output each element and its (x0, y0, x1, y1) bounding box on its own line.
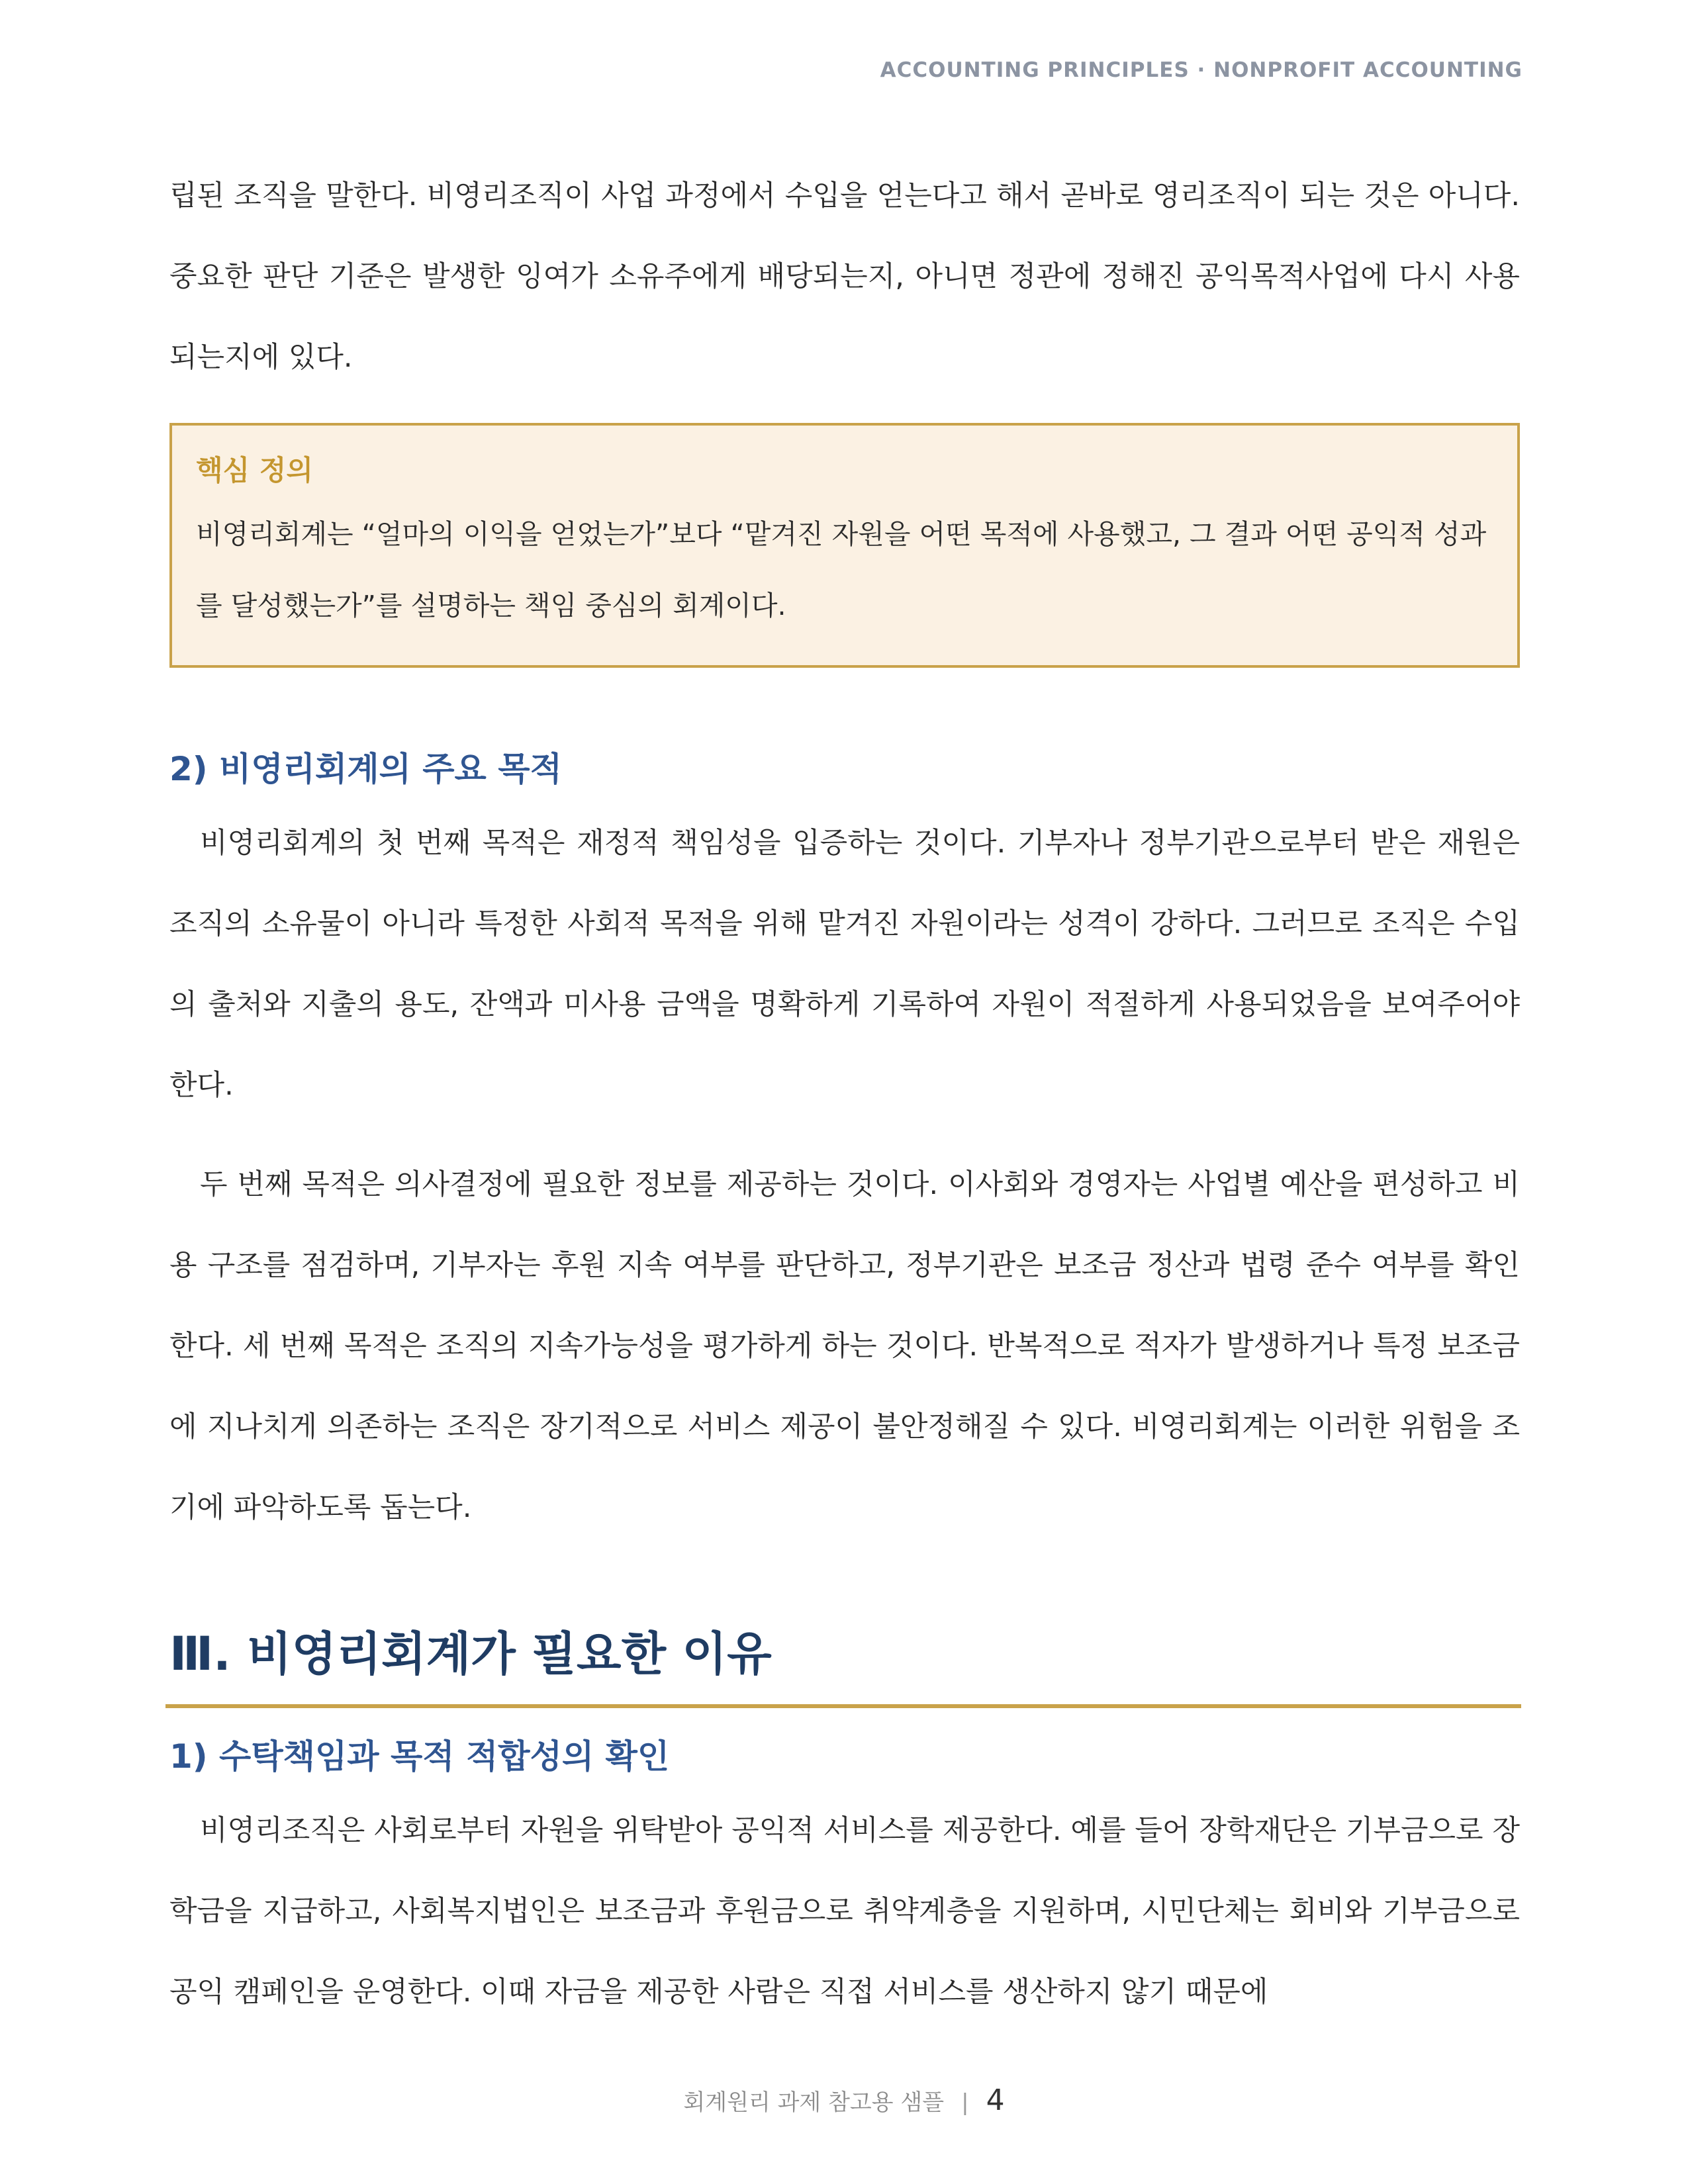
footer-label: 회계원리 과제 참고용 샘플 (683, 2089, 945, 2116)
chapter-divider (165, 1704, 1521, 1708)
key-definition-callout (169, 423, 1520, 668)
section-heading-purposes: 2) 비영리회계의 주요 목적 (169, 750, 562, 788)
page-footer (0, 2083, 1688, 2117)
page-number: 4 (986, 2083, 1005, 2117)
intro-paragraph: 립된 조직을 말한다. 비영리조직이 사업 과정에서 수입을 얻는다고 해서 곧바로 영리조직이 되는 것은 아니다. 중요한 판단 기준은 발생한 잉여가 소유주에게 배당되는지, 아니면 정관에 정해진 공익목적사업에 다시 사용되는지에 있다. (169, 179, 1520, 374)
body-paragraph: 비영리회계의 첫 번째 목적은 재정적 책임성을 입증하는 것이다. 기부자나 정부기관으로부터 받은 재원은 조직의 소유물이 아니라 특정한 사회적 목적을 위해 맡겨진 자원이라는 성격이 강하다. 그러므로 조직은 수입의 출처와 지출의 용도, 잔액과 미사용 금액을 명확하게 기록하여 자원이 적절하게 사용되었음을 보여주어야 한다. (169, 827, 1520, 1102)
page-content (169, 156, 1520, 2032)
chapter-heading: Ⅲ. 비영리회계가 필요한 이유 (169, 1627, 772, 1681)
footer-separator: | (961, 2089, 969, 2116)
running-header: ACCOUNTING PRINCIPLES · NONPROFIT ACCOUNTING (880, 58, 1523, 82)
section-heading-stewardship: 1) 수탁책임과 목적 적합성의 확인 (169, 1737, 670, 1776)
body-paragraph: 비영리조직은 사회로부터 자원을 위탁받아 공익적 서비스를 제공한다. 예를 들어 장학재단은 기부금으로 장학금을 지급하고, 사회복지법인은 보조금과 후원금으로 취약계층을 지원하며, 시민단체는 회비와 기부금으로 공익 캠페인을 운영한다. 이때 자금을 제공한 사람은 직접 서비스를 생산하지 않기 때문에 (169, 1814, 1520, 2009)
body-paragraph: 두 번째 목적은 의사결정에 필요한 정보를 제공하는 것이다. 이사회와 경영자는 사업별 예산을 편성하고 비용 구조를 점검하며, 기부자는 후원 지속 여부를 판단하고, 정부기관은 보조금 정산과 법령 준수 여부를 확인한다. 세 번째 목적은 조직의 지속가능성을 평가하게 하는 것이다. 반복적으로 적자가 발생하거나 특정 보조금에 지나치게 의존하는 조직은 장기적으로 서비스 제공이 불안정해질 수 있다. 비영리회계는 이러한 위험을 조기에 파악하도록 돕는다. (169, 1168, 1520, 1524)
callout-title: 핵심 정의 (196, 454, 313, 486)
callout-body: 비영리회계는 “얼마의 이익을 얻었는가”보다 “맡겨진 자원을 어떤 목적에 사용했고, 그 결과 어떤 공익적 성과를 달성했는가”를 설명하는 책임 중심의 회계이다. (196, 518, 1487, 621)
